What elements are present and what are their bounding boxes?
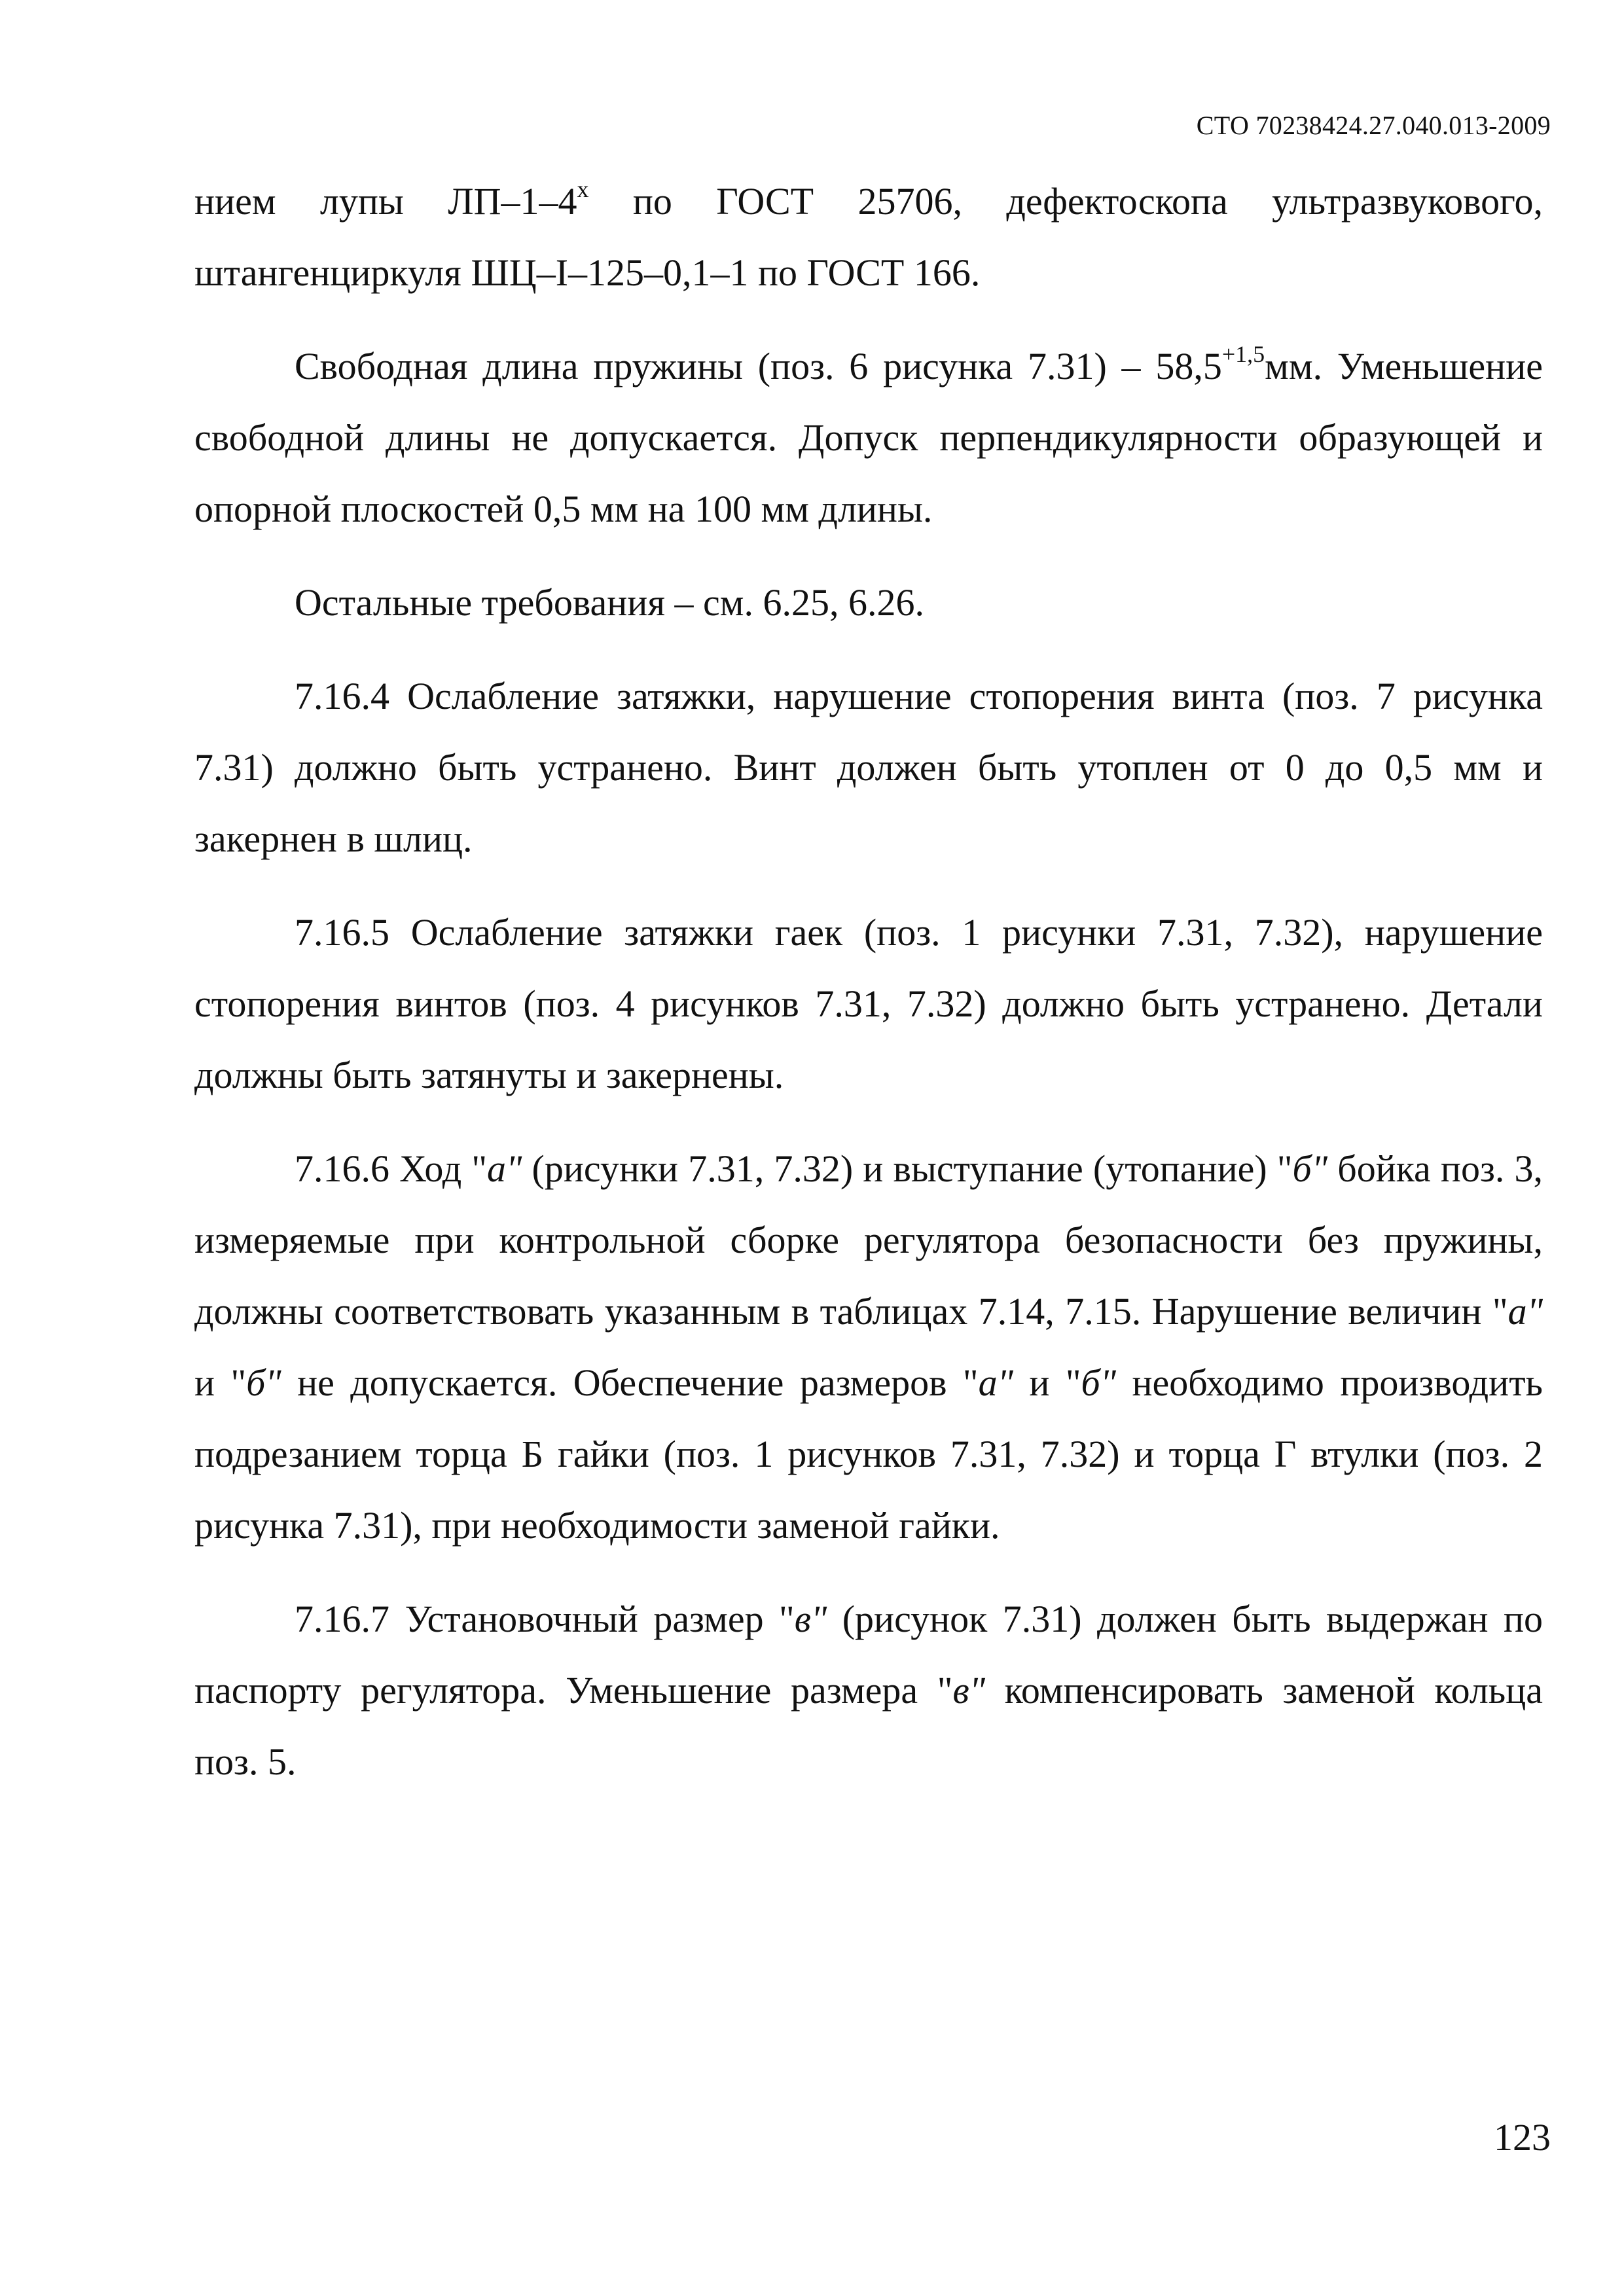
paragraph-spring-length — [194, 331, 1543, 545]
superscript-tolerance: +1,5 — [1221, 341, 1265, 367]
italic-letter: в" — [952, 1669, 985, 1712]
paragraph-continuation — [194, 166, 1543, 308]
italic-letter: б" — [1292, 1147, 1328, 1190]
text-run: мм. Уменьшение свободной длины не допускается. Допуск перпендикулярности образующей и опорной плоскостей 0,5 мм на 100 мм длины. — [194, 345, 1543, 530]
paragraph-7-16-7 — [194, 1583, 1543, 1797]
text-run: (рисунок 7.31) должен быть выдержан по паспорту регулятора. Уменьшение размера " — [194, 1598, 1543, 1712]
text-run: Остальные требования – см. 6.25, 6.26. — [295, 581, 924, 624]
superscript: x — [577, 176, 589, 202]
paragraph-7-16-4 — [194, 660, 1543, 874]
paragraph-7-16-5 — [194, 897, 1543, 1111]
text-run: по ГОСТ 25706, дефектоскопа ультразвукового, штангенциркуля ШЦ–I–125–0,1–1 по ГОСТ 166. — [194, 180, 1543, 294]
text-run: необходимо производить подрезанием торца Б гайки (поз. 1 рисунков 7.31, 7.32) и торца Г втулки (поз. 2 рисунка 7.31), при необходимости заменой гайки. — [194, 1361, 1543, 1547]
italic-letter: б" — [246, 1361, 281, 1404]
text-run: (рисунки 7.31, 7.32) и выступание (утопание) " — [522, 1147, 1293, 1190]
paragraph-7-16-6 — [194, 1133, 1543, 1561]
italic-letter: а" — [1507, 1290, 1543, 1333]
text-run: бойка поз. 3, измеряемые при контрольной сборке регулятора безопасности без пружины, должны соответствовать указанным в таблицах 7.14, 7.15. Нарушение величин " — [194, 1147, 1543, 1333]
text-run: 7.16.7 Установочный размер " — [295, 1598, 795, 1640]
page-number: 123 — [1494, 2116, 1551, 2159]
document-code-header: СТО 70238424.27.040.013-2009 — [1196, 111, 1551, 140]
text-run: 7.16.4 Ослабление затяжки, нарушение стопорения винта (поз. 7 рисунка 7.31) должно быть устранено. Винт должен быть утоплен от 0 до 0,5 мм и закернен в шлиц. — [194, 675, 1543, 860]
italic-letter: в" — [794, 1598, 827, 1640]
text-run: не допускается. Обеспечение размеров " — [281, 1361, 979, 1404]
italic-letter: а" — [487, 1147, 522, 1190]
italic-letter: б" — [1081, 1361, 1117, 1404]
paragraph-other-requirements — [194, 567, 1543, 638]
text-run: компенсировать заменой кольца поз. 5. — [194, 1669, 1543, 1783]
document-body — [194, 166, 1543, 1820]
text-run: Свободная длина пружины (поз. 6 рисунка 7.31) – 58,5 — [295, 345, 1222, 387]
text-run: 7.16.6 Ход " — [295, 1147, 488, 1190]
text-run: и " — [194, 1361, 247, 1404]
text-run: нием лупы ЛП–1–4 — [194, 180, 577, 223]
italic-letter: а" — [978, 1361, 1013, 1404]
text-run: 7.16.5 Ослабление затяжки гаек (поз. 1 рисунки 7.31, 7.32), нарушение стопорения винтов (поз. 4 рисунков 7.31, 7.32) должно быть устранено. Детали должны быть затянуты и закернены. — [194, 911, 1543, 1096]
text-run: и " — [1013, 1361, 1081, 1404]
